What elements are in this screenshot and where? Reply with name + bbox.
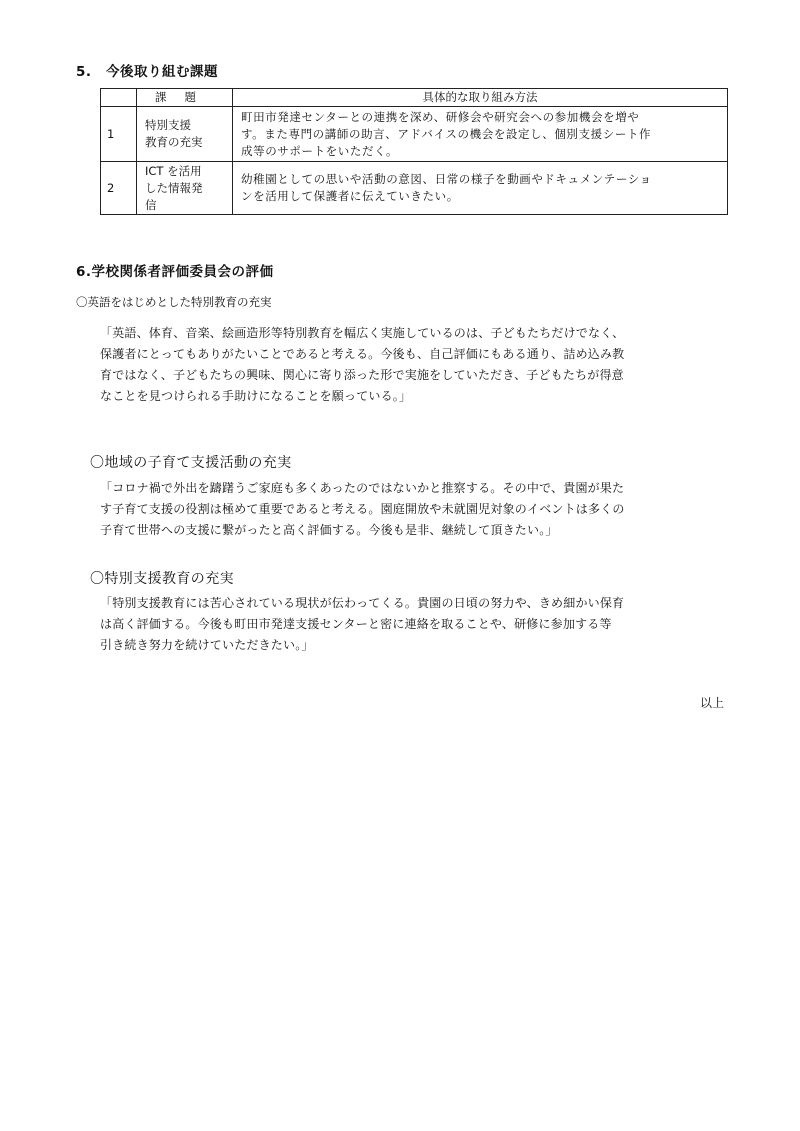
section5-title-text: 今後取り組む課題 bbox=[106, 64, 218, 80]
evaluation-text-childcare: 「コロナ禍で外出を躊躇うご家庭も多くあったのではないかと推察する。その中で、貴園が果た す子育て支援の役割は極めて重要であると考える。園庭開放や未就園児対象のイベントは多くの 子育て世帯への支援に繋がったと高く評価する。今後も是非、継続して頂きたい。」 bbox=[100, 481, 625, 537]
section5-number: 5. bbox=[76, 64, 92, 80]
header-number bbox=[101, 89, 137, 107]
evaluation-text-english: 「英語、体育、音楽、絵画造形等特別教育を幅広く実施しているのは、子どもたちだけでなく、 保護者にとってもありがたいことであると考える。今後も、自己評価にもある通り、詰め込み教 育ではなく、子どもたちの興味、関心に寄り添った形で実施をしていただき、子どもたちが得意 なことを見つけられる手助けになることを願っている。」 bbox=[100, 326, 625, 403]
table-row bbox=[101, 162, 728, 215]
evaluation-heading-english: 〇英語をはじめとした特別教育の充実 bbox=[76, 295, 272, 309]
row-task: ICT を活用 した情報発 信 bbox=[137, 162, 233, 215]
evaluation-heading-childcare: 〇地域の子育て支援活動の充実 bbox=[90, 455, 292, 471]
evaluation-text-special-support: 「特別支援教育には苦心されている現状が伝わってくる。貴園の日頃の努力や、きめ細かい保育 は高く評価する。今後も町田市発達支援センターと密に連絡を取ることや、研修に参加する等 引き続き努力を続けていただきたい。」 bbox=[100, 596, 625, 652]
row-number: 1 bbox=[101, 107, 137, 162]
evaluation-heading-special-support: 〇特別支援教育の充実 bbox=[90, 571, 234, 587]
section6-title: 6.学校関係者評価委員会の評価 bbox=[76, 264, 274, 280]
header-task: 課題 bbox=[137, 89, 233, 107]
tasks-table bbox=[100, 88, 728, 215]
row-method: 町田市発達センターとの連携を深め、研修会や研究会への参加機会を増や す。また専門の講師の助言、アドバイスの機会を設定し、個別支援シート作 成等のサポートをいただく。 bbox=[233, 107, 728, 162]
row-task: 特別支援 教育の充実 bbox=[137, 107, 233, 162]
table-row bbox=[101, 107, 728, 162]
section5-title bbox=[76, 60, 218, 80]
row-method: 幼稚園としての思いや活動の意図、日常の様子を動画やドキュメンテーショ ンを活用して保護者に伝えていきたい。 bbox=[233, 162, 728, 215]
closing-mark: 以上 bbox=[700, 696, 725, 710]
row-number: 2 bbox=[101, 162, 137, 215]
table-header-row bbox=[101, 89, 728, 107]
header-method: 具体的な取り組み方法 bbox=[233, 89, 728, 107]
